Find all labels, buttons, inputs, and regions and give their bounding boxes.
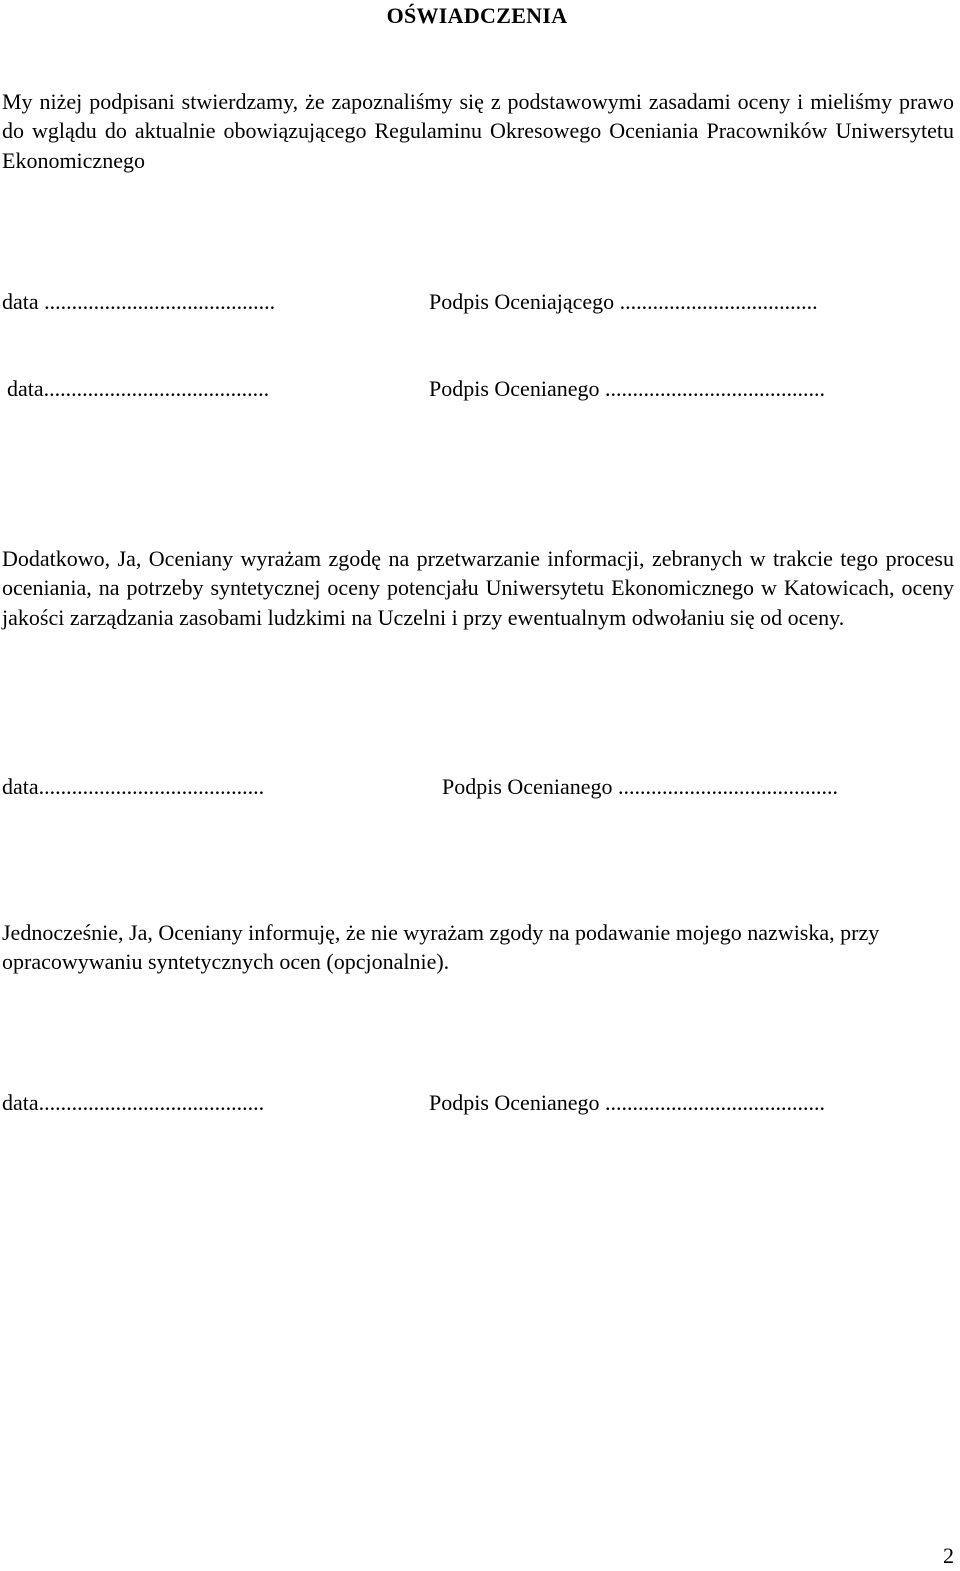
signature-date-evaluated-2: data......................................... (2, 774, 265, 799)
document-title: OŚWIADCZENIA (386, 3, 568, 28)
page-number: 2 (943, 1543, 954, 1568)
signature-evaluator: Podpis Oceniającego .................................... (429, 289, 818, 314)
signature-evaluated-3: Podpis Ocenianego ........................................ (429, 1090, 825, 1115)
name-disclosure-paragraph: Jednocześnie, Ja, Oceniany informuję, że nie wyrażam zgody na podawanie mojego nazwiska, przy opracowywaniu syntetycznych ocen (opcjonalnie). (2, 920, 880, 975)
consent-paragraph-processing: Dodatkowo, Ja, Oceniany wyrażam zgodę na przetwarzanie informacji, zebranych w trakcie tego procesu oceniania, na potrzeby syntetycznej oceny potencjału Uniwersytetu Ekonomicznego w Katowicach, oceny jakości zarządzania zasobami ludzkimi na Uczelni i przy ewentualnym odwołaniu się od oceny. (2, 546, 954, 630)
signature-date-evaluator: data .......................................... (2, 289, 276, 314)
signature-date-evaluated-3: data......................................... (2, 1090, 265, 1115)
statement-paragraph-regulations: My niżej podpisani stwierdzamy, że zapoznaliśmy się z podstawowymi zasadami oceny i mieliśmy prawo do wglądu do aktualnie obowiązującego Regulaminu Okresowego Oceniania Pracowników Uniwersytetu Ekonomicznego (2, 89, 954, 173)
signature-evaluated-1: Podpis Ocenianego ........................................ (429, 376, 825, 401)
signature-date-evaluated-1: data......................................... (7, 376, 270, 401)
signature-evaluated-2: Podpis Ocenianego ........................................ (442, 774, 838, 799)
